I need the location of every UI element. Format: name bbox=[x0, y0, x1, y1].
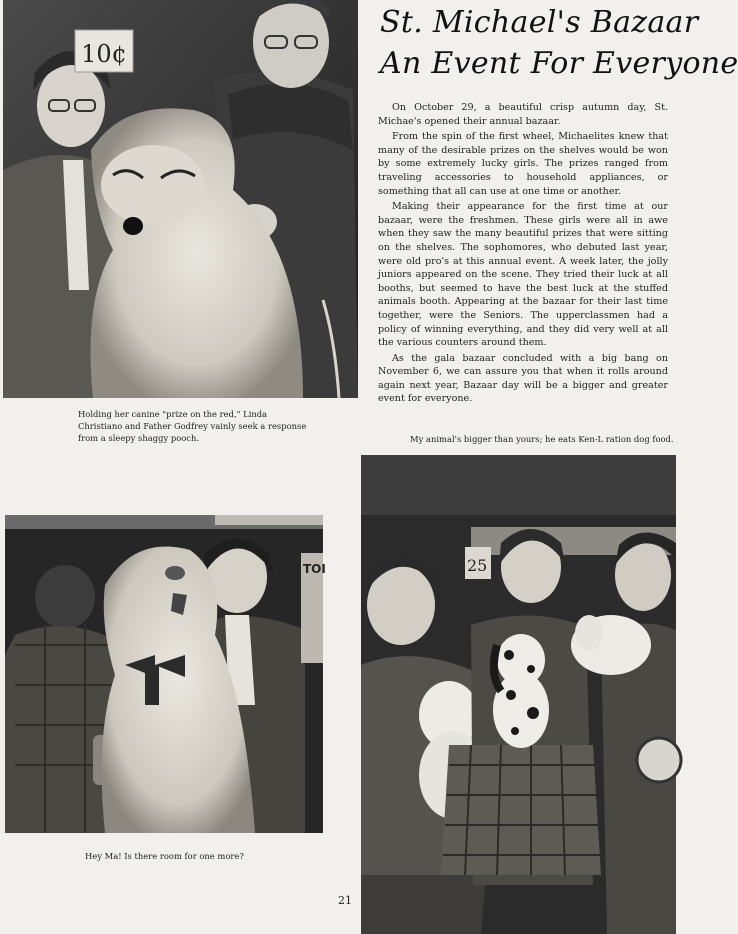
caption-bottom-right: My animal's bigger than yours; he eats Ken-L ration dog food. bbox=[410, 434, 674, 444]
article-paragraph: From the spin of the first wheel, Michaelites knew that many of the desirable prizes on the shelves would be won by some extremely lucky girls. The prizes ranged from traveling accessories to household appliances, or something that all can use at one time or another. bbox=[378, 131, 668, 197]
article-paragraph: Making their appearance for the first time at our bazaar, were the freshmen. These girls were all in awe when they saw the many beautiful prizes that were sitting on the shelves. The sophomores, who debuted last year, were old pro's at this annual event. A week later, the jolly juniors appeared on the scene. They tried their luck at all booths, but seemed to have the best luck at the stuffed animals booth. Appearing at the bazaar for their last time together, were the Seniors. The upperclassmen had a policy of winning everything, and they did very well at all the various counters around them. bbox=[378, 201, 668, 349]
price-sign-25: 25 bbox=[467, 556, 488, 575]
article-paragraph: On October 29, a beautiful crisp autumn day, St. Michae's opened their annual bazaar. bbox=[378, 102, 668, 127]
caption-top-left: Holding her canine "prize on the red," Linda Christiano and Father Godfrey vainly seek a response from a sleepy shaggy pooch. bbox=[78, 409, 307, 443]
photo-girl-with-shaggy-dog bbox=[5, 515, 326, 833]
title-line-2: An Event For Everyone bbox=[380, 46, 738, 81]
article-paragraph: As the gala bazaar concluded with a big bang on November 6, we can assure you that when it rolls around again next year, Bazaar day will be a bigger and greater event for everyone. bbox=[378, 352, 668, 405]
photo-priest-and-shaggy-dog bbox=[3, 0, 358, 398]
poster-sign: TOI bbox=[303, 562, 326, 576]
price-sign-10c: 10¢ bbox=[81, 40, 127, 68]
article-body bbox=[378, 101, 668, 408]
page-number: 21 bbox=[338, 894, 352, 907]
caption-bottom-left: Hey Ma! Is there room for one more? bbox=[85, 851, 244, 861]
page-title bbox=[380, 2, 738, 84]
title-line-1: St. Michael's Bazaar bbox=[380, 5, 699, 40]
photo-girls-with-stuffed-animals bbox=[361, 455, 676, 934]
